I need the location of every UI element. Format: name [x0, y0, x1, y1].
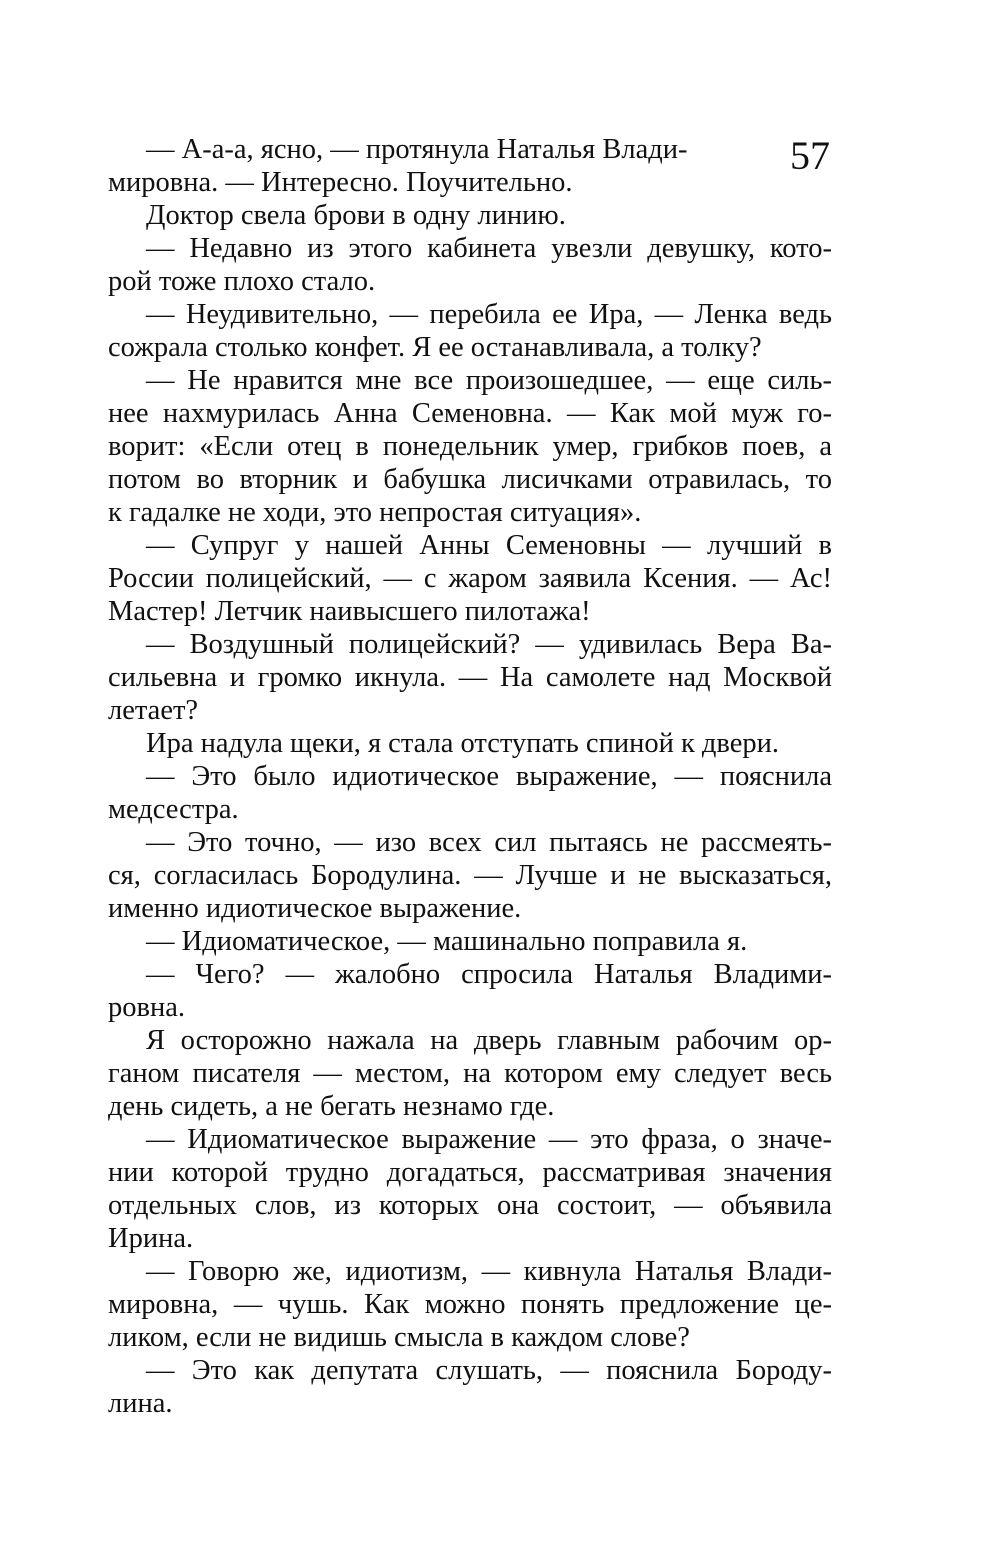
text-line: — Чего? — жалобно спросила Наталья Владими-: [146, 959, 832, 990]
text-line: Я осторожно нажала на дверь главным рабочим ор-: [146, 1025, 832, 1056]
text-line: отдельных слов, из которых она состоит, — объявила: [108, 1190, 832, 1221]
text-line: рой тоже плохо стало.: [108, 266, 376, 297]
text-line: именно идиотическое выражение.: [108, 893, 522, 924]
text-line: — Это точно, — изо всех сил пытаясь не рассмеять-: [146, 827, 832, 858]
text-line: потом во вторник и бабушка лисичками отравилась, то: [108, 464, 832, 495]
text-line: мировна, — чушь. Как можно понять предложение це-: [108, 1289, 832, 1320]
text-line: — Воздушный полицейский? — удивилась Вера Ва-: [146, 629, 832, 660]
text-line: ся, согласилась Бородулина. — Лучше и не высказаться,: [108, 860, 832, 891]
text-line: Ира надула щеки, я стала отступать спиной к двери.: [146, 728, 779, 759]
text-line: Ирина.: [108, 1223, 194, 1254]
text-line: — Говорю же, идиотизм, — кивнула Наталья Влади-: [146, 1256, 832, 1287]
text-line: — Идиоматическое, — машинально поправила я.: [146, 926, 748, 957]
text-line: — Это было идиотическое выражение, — пояснила: [146, 761, 832, 792]
text-line: лина.: [108, 1388, 173, 1419]
text-line: России полицейский, — с жаром заявила Ксения. — Ас!: [108, 563, 832, 594]
text-line: — Недавно из этого кабинета увезли девушку, кото-: [146, 233, 832, 264]
text-line: — Не нравится мне все произошедшее, — еще силь-: [146, 365, 832, 396]
text-line: — Супруг у нашей Анны Семеновны — лучший в: [146, 530, 832, 561]
text-line: — А-а-а, ясно, — протянула Наталья Влади-: [146, 134, 688, 165]
text-line: медсестра.: [108, 794, 239, 825]
text-line: ворит: «Если отец в понедельник умер, грибков поев, а: [108, 431, 832, 462]
text-line: — Неудивительно, — перебила ее Ира, — Ленка ведь: [146, 299, 832, 330]
text-line: нее нахмурилась Анна Семеновна. — Как мой муж го-: [108, 398, 832, 429]
text-line: летает?: [108, 695, 199, 726]
text-line: ликом, если не видишь смысла в каждом слове?: [108, 1322, 690, 1353]
text-line: — Это как депутата слушать, — пояснила Бороду-: [146, 1355, 832, 1386]
text-line: сильевна и громко икнула. — На самолете над Москвой: [108, 662, 832, 693]
text-line: Мастер! Летчик наивысшего пилотажа!: [108, 596, 591, 627]
text-line: к гадалке не ходи, это непростая ситуация».: [108, 497, 642, 528]
text-line: — Идиоматическое выражение — это фраза, о значе-: [146, 1124, 832, 1155]
text-line: день сидеть, а не бегать незнамо где.: [108, 1091, 555, 1122]
text-line: Доктор свела брови в одну линию.: [146, 200, 566, 231]
text-line: ровна.: [108, 992, 185, 1023]
page-number: 57: [790, 133, 830, 178]
text-line: сожрала столько конфет. Я ее останавливала, а толку?: [108, 332, 762, 363]
text-line: ганом писателя — местом, на котором ему следует весь: [108, 1058, 832, 1089]
text-line: мировна. — Интересно. Поучительно.: [108, 167, 573, 198]
text-line: нии которой трудно догадаться, рассматривая значения: [108, 1157, 832, 1188]
